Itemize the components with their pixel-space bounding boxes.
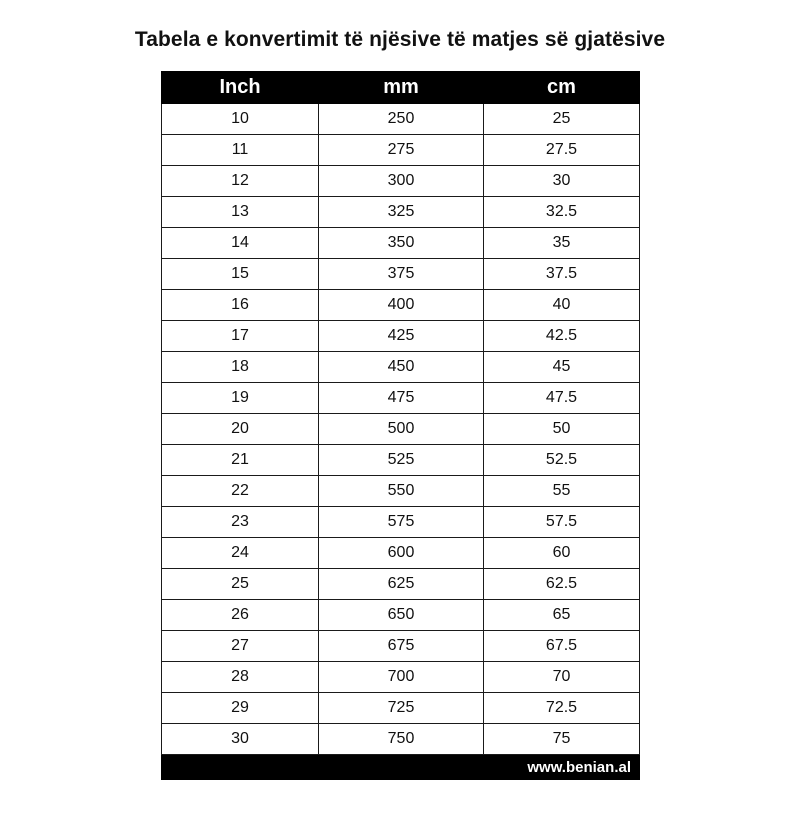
cell-mm: 625 [319,569,484,600]
cell-cm: 55 [484,476,640,507]
cell-cm: 42.5 [484,321,640,352]
cell-inch: 26 [162,600,319,631]
cell-cm: 35 [484,228,640,259]
cell-mm: 325 [319,197,484,228]
cell-inch: 21 [162,445,319,476]
cell-mm: 475 [319,383,484,414]
table-row [162,662,640,693]
cell-inch: 11 [162,135,319,166]
table-row [162,290,640,321]
cell-inch: 28 [162,662,319,693]
cell-mm: 675 [319,631,484,662]
table-row [162,631,640,662]
cell-cm: 60 [484,538,640,569]
cell-inch: 12 [162,166,319,197]
table-row [162,445,640,476]
cell-mm: 375 [319,259,484,290]
cell-inch: 29 [162,693,319,724]
table-row [162,693,640,724]
cell-inch: 19 [162,383,319,414]
table-row [162,383,640,414]
cell-inch: 13 [162,197,319,228]
cell-cm: 62.5 [484,569,640,600]
table-row [162,352,640,383]
cell-mm: 300 [319,166,484,197]
cell-cm: 32.5 [484,197,640,228]
website-credit: www.benian.al [162,755,640,780]
cell-mm: 575 [319,507,484,538]
cell-cm: 65 [484,600,640,631]
cell-inch: 16 [162,290,319,321]
cell-inch: 17 [162,321,319,352]
cell-cm: 47.5 [484,383,640,414]
conversion-table [161,71,640,780]
cell-cm: 27.5 [484,135,640,166]
cell-cm: 25 [484,104,640,135]
cell-mm: 600 [319,538,484,569]
cell-cm: 37.5 [484,259,640,290]
cell-cm: 72.5 [484,693,640,724]
cell-inch: 22 [162,476,319,507]
table-row [162,507,640,538]
table-row [162,166,640,197]
cell-inch: 20 [162,414,319,445]
table-row [162,135,640,166]
column-header-mm: mm [319,72,484,104]
cell-mm: 275 [319,135,484,166]
cell-mm: 700 [319,662,484,693]
table-row [162,538,640,569]
cell-cm: 75 [484,724,640,755]
cell-mm: 450 [319,352,484,383]
table-row [162,228,640,259]
conversion-table-container [161,71,639,780]
table-row [162,321,640,352]
table-row [162,414,640,445]
cell-inch: 10 [162,104,319,135]
cell-cm: 40 [484,290,640,321]
cell-mm: 250 [319,104,484,135]
cell-mm: 750 [319,724,484,755]
table-footer-row [162,755,640,780]
cell-mm: 350 [319,228,484,259]
cell-cm: 50 [484,414,640,445]
cell-mm: 650 [319,600,484,631]
cell-cm: 45 [484,352,640,383]
cell-mm: 525 [319,445,484,476]
column-header-cm: cm [484,72,640,104]
table-row [162,197,640,228]
cell-mm: 550 [319,476,484,507]
cell-mm: 400 [319,290,484,321]
cell-inch: 27 [162,631,319,662]
cell-inch: 18 [162,352,319,383]
cell-inch: 14 [162,228,319,259]
table-header-row [162,72,640,104]
page-title: Tabela e konvertimit të njësive të matjes së gjatësive [134,28,666,51]
cell-cm: 30 [484,166,640,197]
cell-inch: 25 [162,569,319,600]
table-row [162,104,640,135]
table-row [162,724,640,755]
cell-inch: 23 [162,507,319,538]
cell-mm: 425 [319,321,484,352]
cell-mm: 725 [319,693,484,724]
table-row [162,600,640,631]
table-body [162,104,640,755]
table-row [162,259,640,290]
cell-inch: 30 [162,724,319,755]
cell-mm: 500 [319,414,484,445]
cell-cm: 52.5 [484,445,640,476]
column-header-inch: Inch [162,72,319,104]
table-row [162,476,640,507]
cell-inch: 24 [162,538,319,569]
cell-cm: 67.5 [484,631,640,662]
cell-cm: 57.5 [484,507,640,538]
cell-inch: 15 [162,259,319,290]
table-row [162,569,640,600]
cell-cm: 70 [484,662,640,693]
